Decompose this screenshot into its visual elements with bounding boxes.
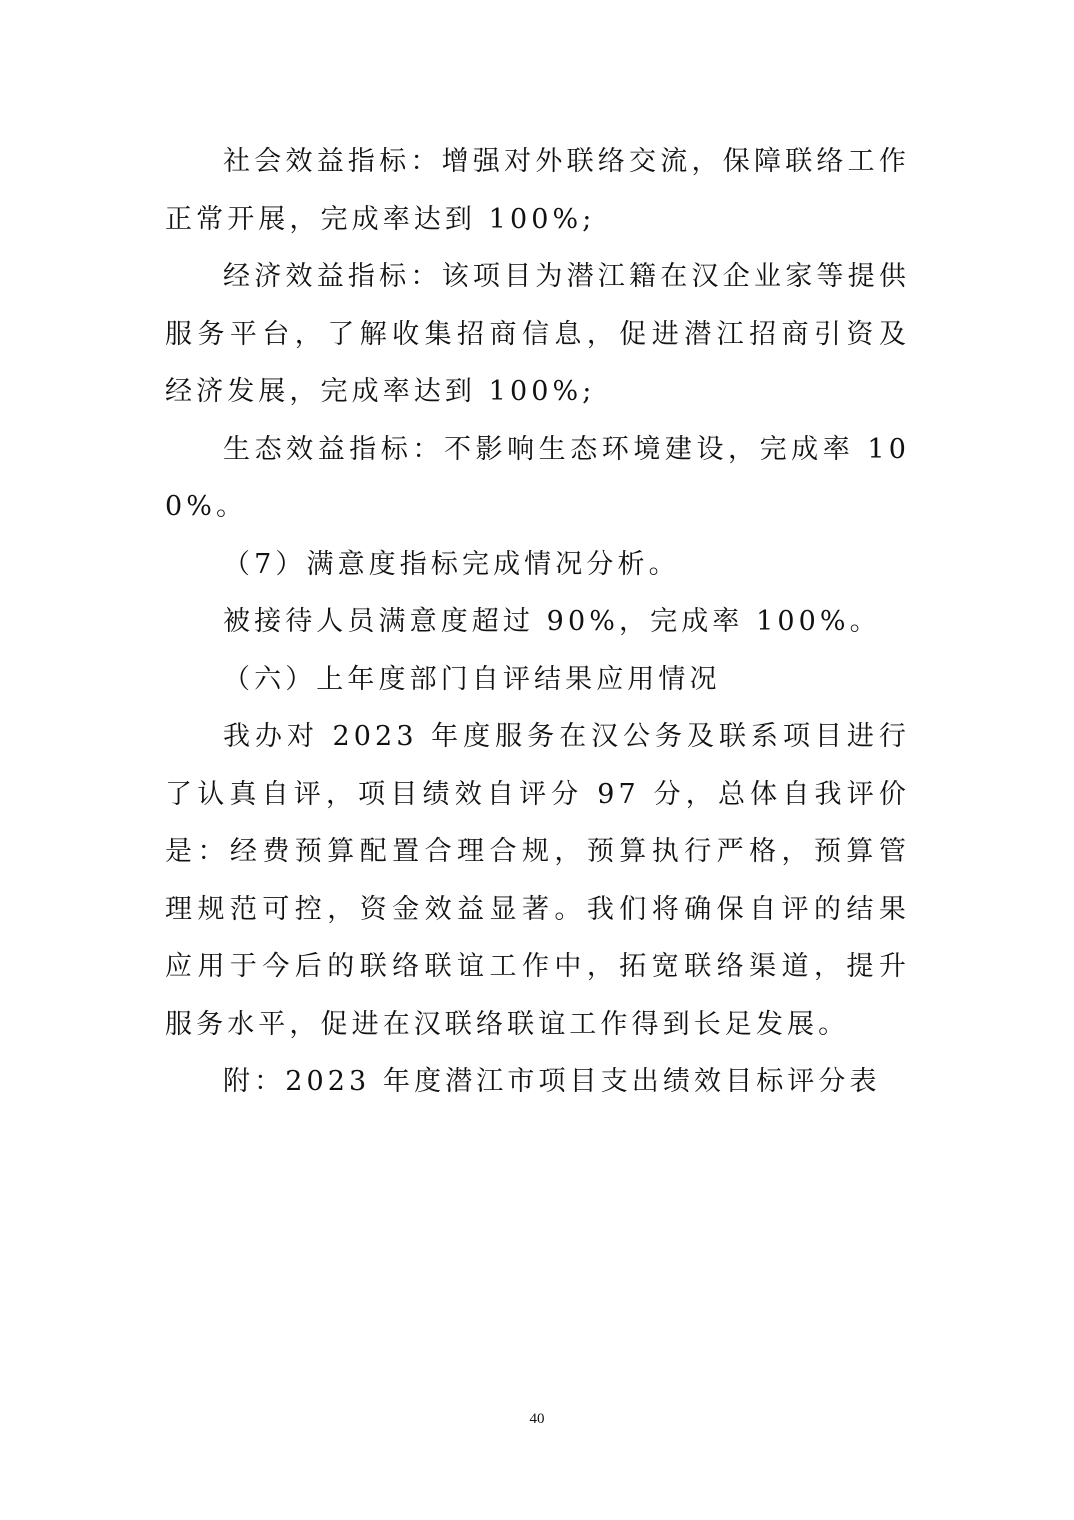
paragraph-social-benefit: 社会效益指标：增强对外联络交流，保障联络工作正常开展，完成率达到 100%; xyxy=(165,146,910,235)
heading-satisfaction-analysis: （7）满意度指标完成情况分析。 xyxy=(223,548,680,580)
heading-self-evaluation-application: （六）上年度部门自评结果应用情况 xyxy=(223,663,721,695)
paragraph-economic-benefit: 经济效益指标：该项目为潜江籍在汉企业家等提供服务平台，了解收集招商信息，促进潜江招商引资及经济发展，完成率达到 100%; xyxy=(165,261,910,407)
paragraph-ecological-benefit: 生态效益指标：不影响生态环境建设，完成率 100%。 xyxy=(165,433,910,522)
paragraph-satisfaction: 被接待人员满意度超过 90%，完成率 100%。 xyxy=(223,606,881,637)
paragraph-self-evaluation: 我办对 2023 年度服务在汉公务及联系项目进行了认真自评，项目绩效自评分 97 分，总体自我评价是：经费预算配置合理合规，预算执行严格，预算管理规范可控，资金效益显著。我们将确保自评的结果应用于今后的联络联谊工作中，拓宽联络渠道，提升服务水平，促进在汉联络联谊工作得到长足发展。 xyxy=(165,721,910,1040)
paragraph-attachment: 附：2023 年度潜江市项目支出绩效目标评分表 xyxy=(223,1066,881,1097)
page-number: 40 xyxy=(529,1411,545,1427)
document-body xyxy=(165,133,910,1111)
